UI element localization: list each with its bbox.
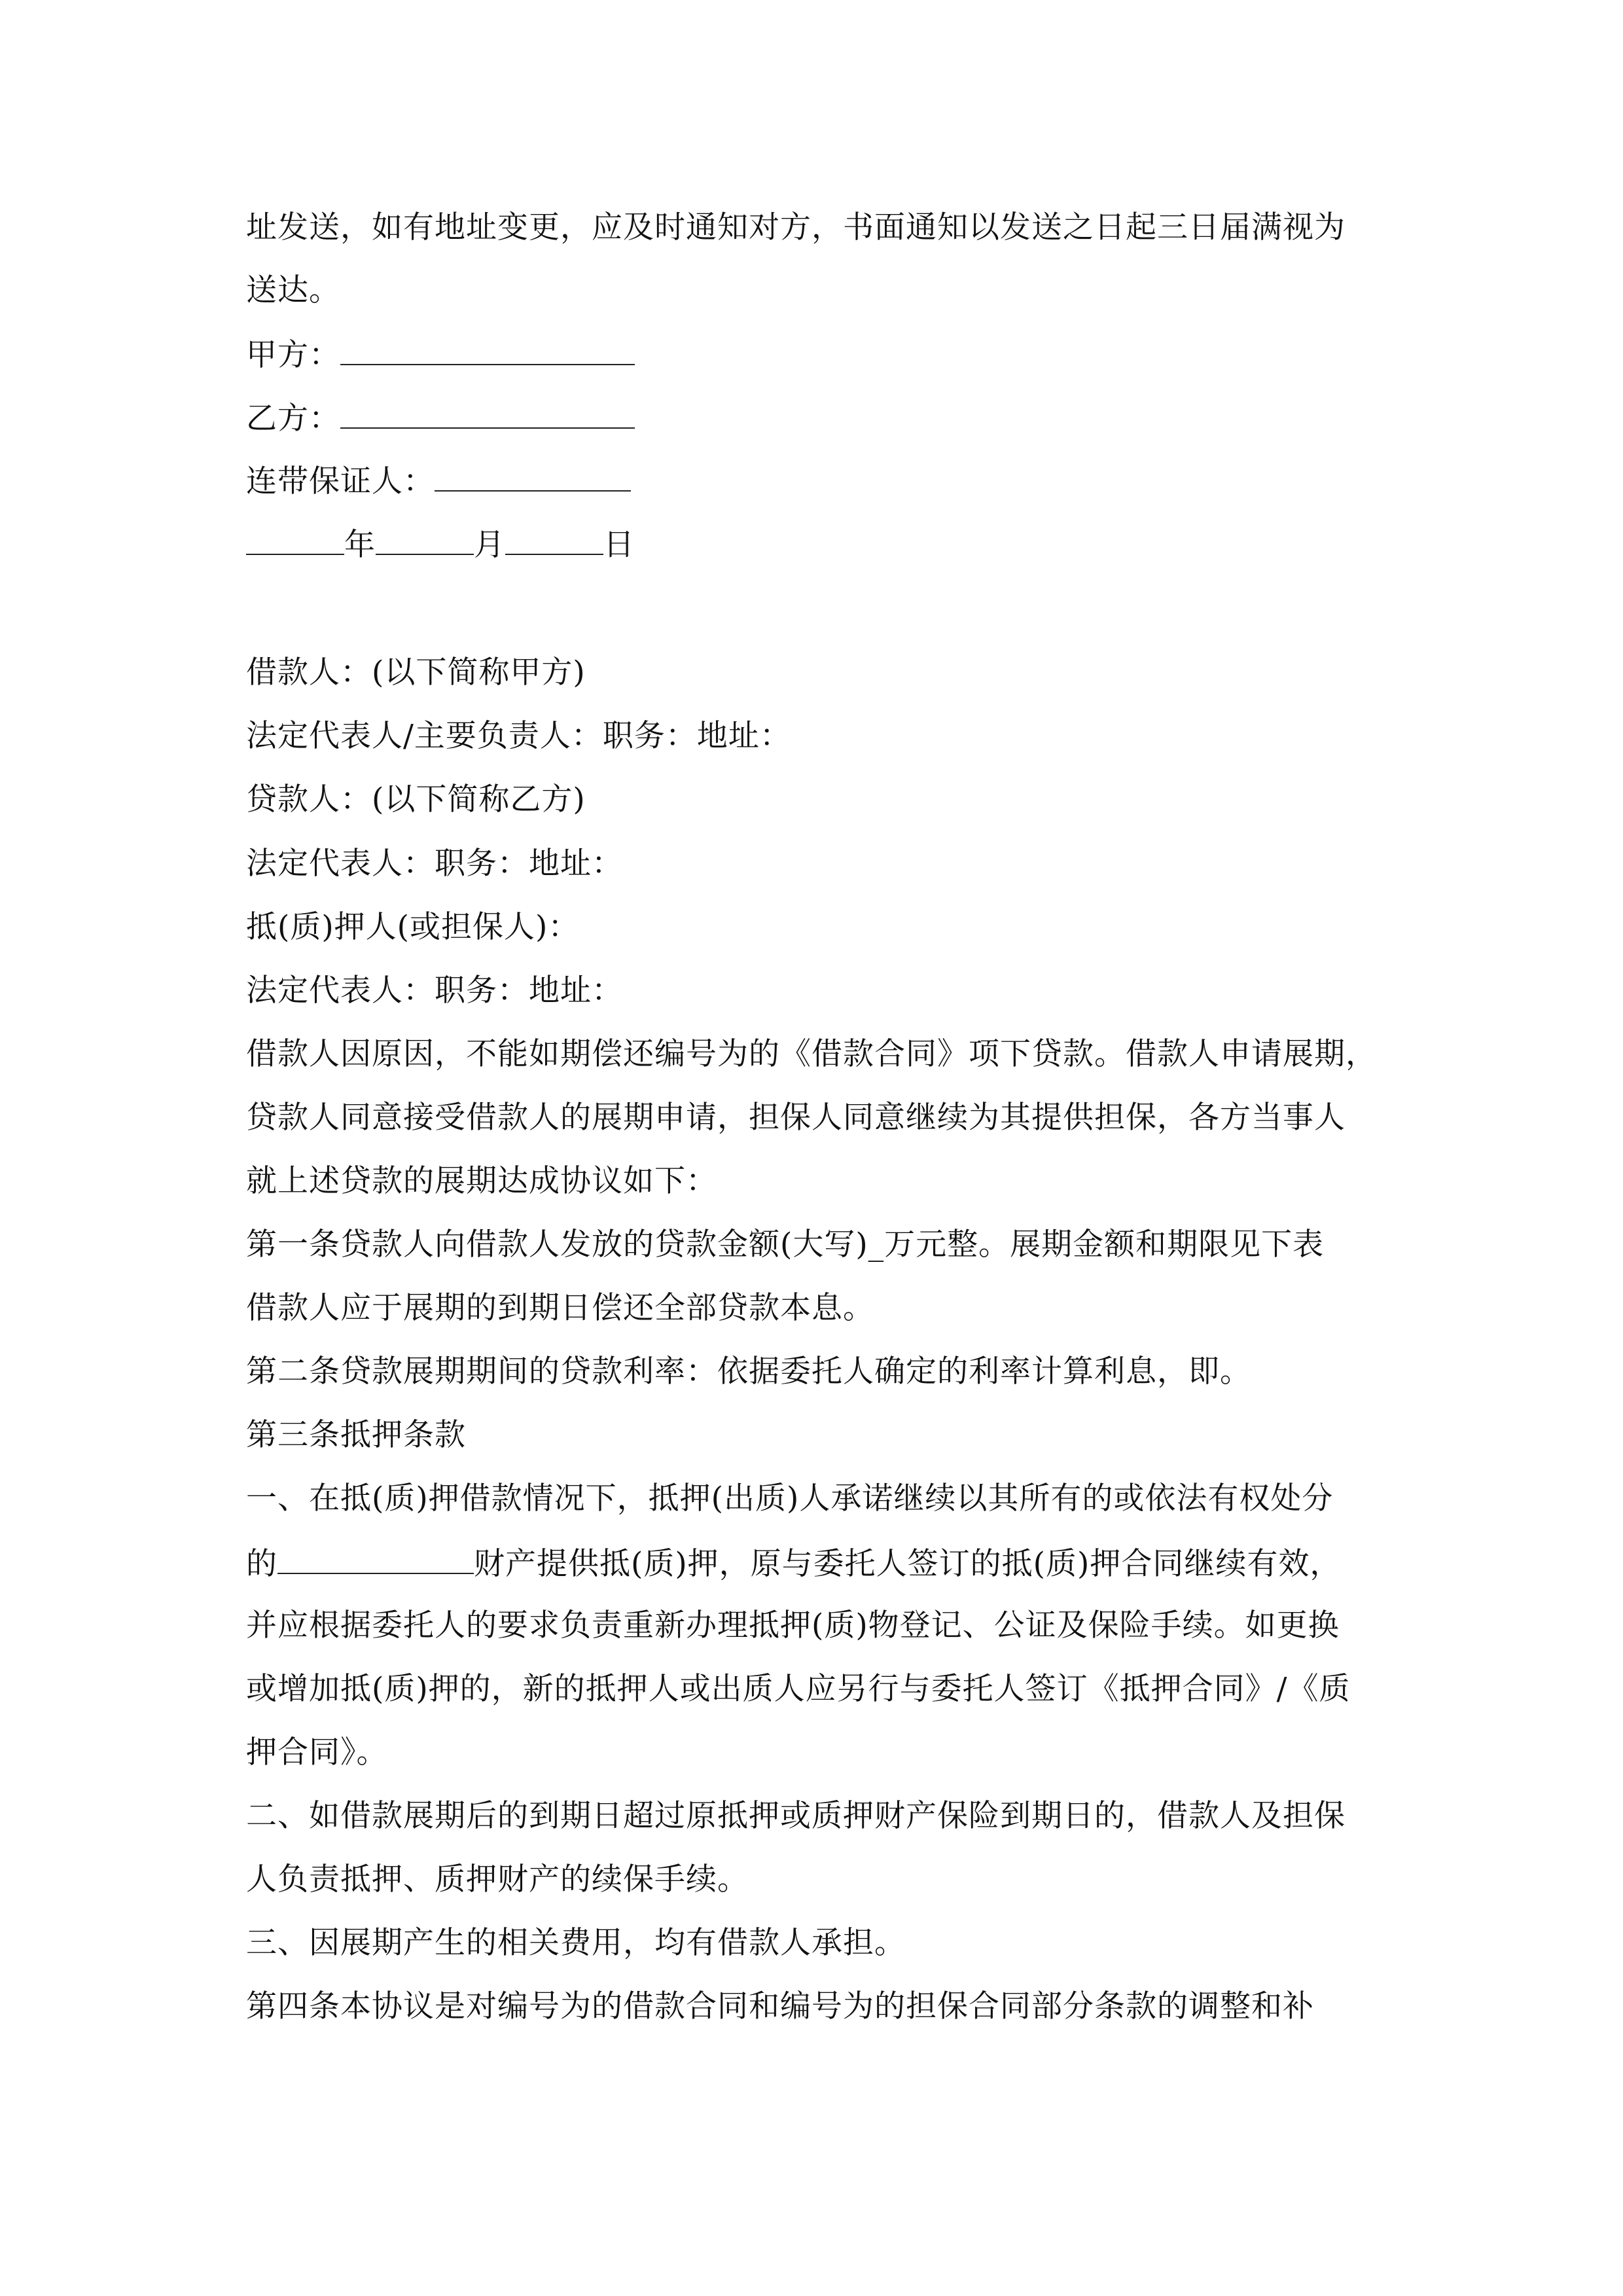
article-four-line: 第四条本协议是对编号为的借款合同和编号为的担保合同部分条款的调整和补 bbox=[246, 1988, 1314, 2024]
property-blank bbox=[277, 1543, 474, 1574]
party-b-blank bbox=[340, 397, 635, 429]
paragraph-line: 二、如借款展期后的到期日超过原抵押或质押财产保险到期日的，借款人及担保 bbox=[246, 1798, 1346, 1834]
paragraph-line: 送达。 bbox=[246, 272, 340, 308]
month-label: 月 bbox=[474, 527, 505, 563]
year-label: 年 bbox=[344, 527, 376, 563]
month-blank bbox=[376, 524, 474, 555]
paragraph-line: 一、在抵(质)押借款情况下，抵押(出质)人承诺继续以其所有的或依法有权处分 bbox=[246, 1480, 1334, 1516]
paragraph-line: 押合同》。 bbox=[246, 1734, 388, 1770]
day-label: 日 bbox=[603, 527, 635, 563]
lender-rep-line: 法定代表人：职务：地址： bbox=[246, 846, 623, 882]
paragraph-line: 三、因展期产生的相关费用，均有借款人承担。 bbox=[246, 1925, 906, 1961]
paragraph-line: 或增加抵(质)押的，新的抵押人或出质人应另行与委托人签订《抵押合同》/《质 bbox=[246, 1671, 1351, 1707]
pledgor-rep-line: 法定代表人：职务：地址： bbox=[246, 973, 623, 1009]
guarantor-blank bbox=[435, 460, 631, 492]
paragraph-line: 贷款人同意接受借款人的展期申请，担保人同意继续为其提供担保，各方当事人 bbox=[246, 1100, 1346, 1136]
paragraph-line: 借款人应于展期的到期日偿还全部贷款本息。 bbox=[246, 1290, 874, 1326]
paragraph-line: 址发送，如有地址变更，应及时通知对方，书面通知以发送之日起三日届满视为 bbox=[246, 209, 1346, 245]
paragraph-line: 借款人因原因，不能如期偿还编号为的《借款合同》项下贷款。借款人申请展期， bbox=[246, 1036, 1377, 1072]
party-a-signature-row bbox=[246, 334, 635, 373]
property-suffix: 财产提供抵(质)押，原与委托人签订的抵(质)押合同继续有效， bbox=[474, 1546, 1342, 1582]
property-prefix: 的 bbox=[246, 1546, 277, 1582]
property-line bbox=[246, 1543, 1341, 1582]
paragraph-line: 并应根据委托人的要求负责重新办理抵押(质)物登记、公证及保险手续。如更换 bbox=[246, 1607, 1340, 1643]
year-blank bbox=[246, 524, 344, 555]
article-two-line: 第二条贷款展期期间的贷款利率：依据委托人确定的利率计算利息，即。 bbox=[246, 1354, 1251, 1390]
party-a-blank bbox=[340, 334, 635, 365]
pledgor-line: 抵(质)押人(或担保人)： bbox=[246, 909, 580, 945]
article-three-heading: 第三条抵押条款 bbox=[246, 1417, 466, 1453]
party-b-signature-row bbox=[246, 397, 635, 437]
paragraph-line: 就上述贷款的展期达成协议如下： bbox=[246, 1163, 717, 1199]
borrower-rep-line: 法定代表人/主要负责人：职务：地址： bbox=[246, 718, 791, 754]
guarantor-label: 连带保证人： bbox=[246, 463, 435, 499]
date-row bbox=[246, 524, 635, 563]
article-one-line: 第一条贷款人向借款人发放的贷款金额(大写)_万元整。展期金额和期限见下表 bbox=[246, 1227, 1325, 1263]
borrower-line: 借款人：(以下简称甲方) bbox=[246, 655, 586, 691]
lender-line: 贷款人：(以下简称乙方) bbox=[246, 781, 586, 817]
party-b-label: 乙方： bbox=[246, 401, 340, 437]
party-a-label: 甲方： bbox=[246, 337, 340, 373]
guarantor-signature-row bbox=[246, 460, 631, 499]
day-blank bbox=[505, 524, 603, 555]
paragraph-line: 人负责抵押、质押财产的续保手续。 bbox=[246, 1861, 749, 1897]
